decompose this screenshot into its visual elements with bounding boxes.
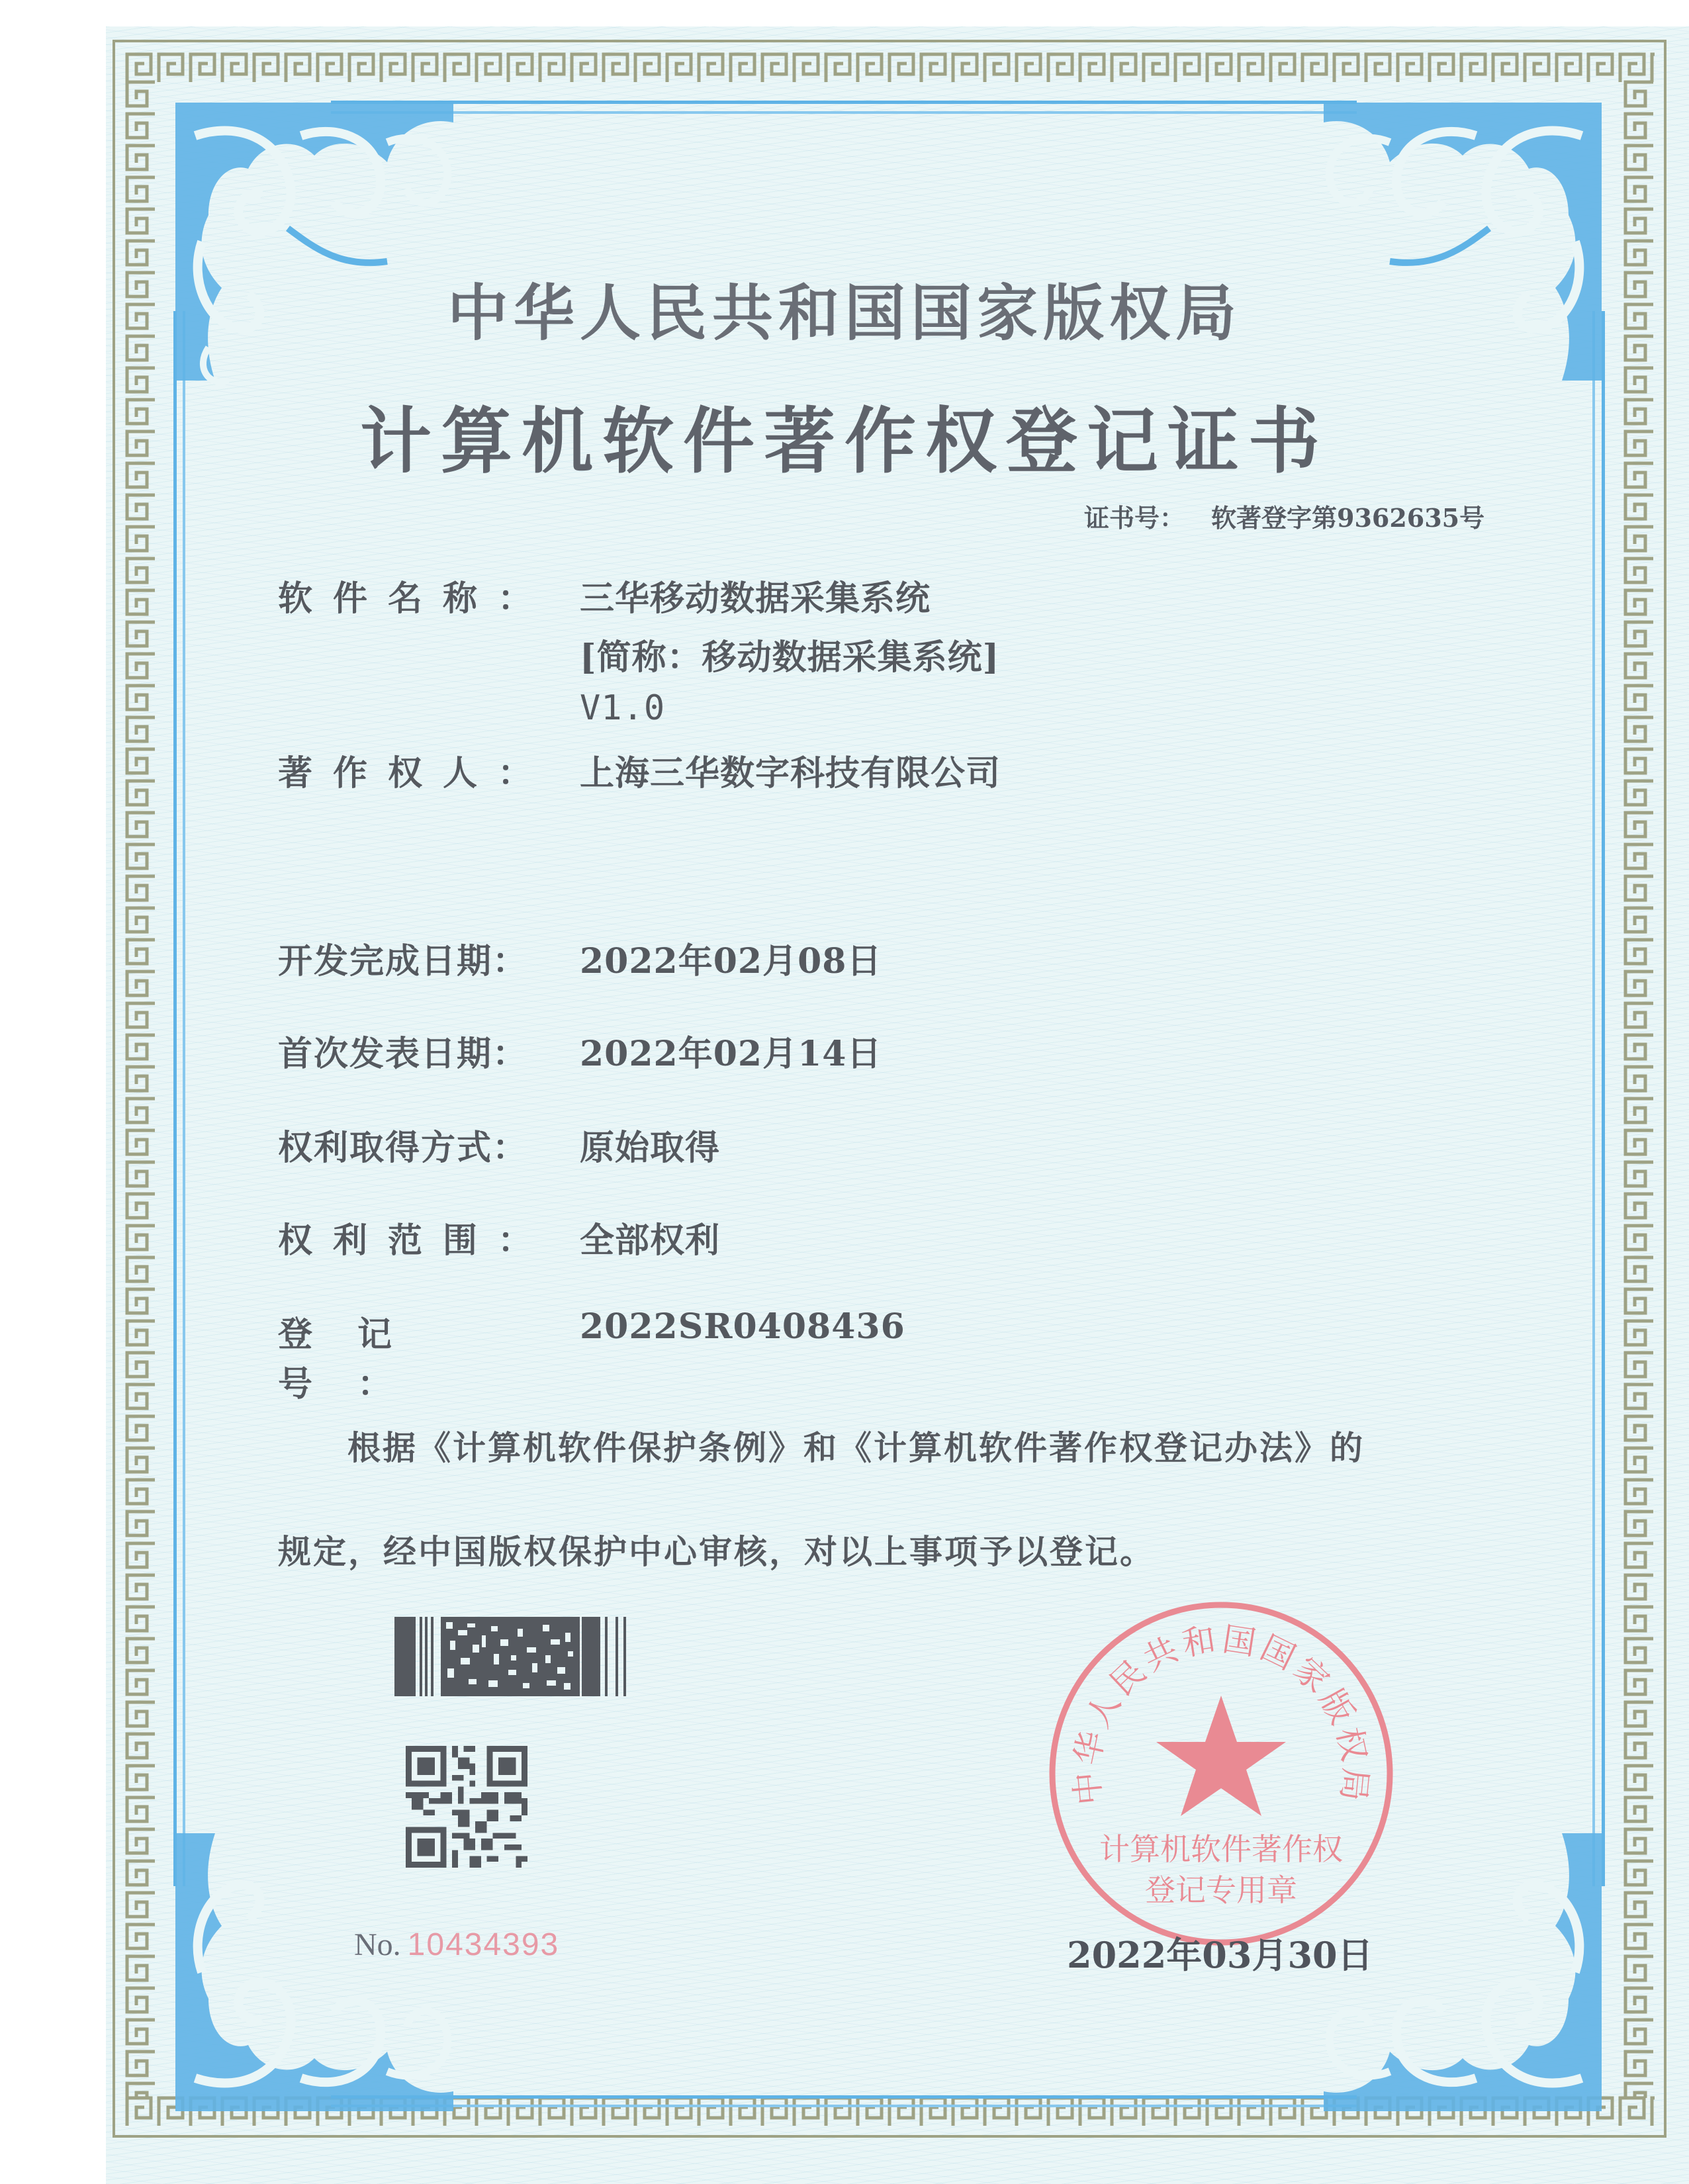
star-icon xyxy=(1156,1696,1286,1816)
official-seal xyxy=(1042,1595,1400,1952)
inner-frame-line xyxy=(183,311,185,1886)
field-value: 上海三华数字科技有限公司 xyxy=(580,753,1001,794)
field-label: 权利取得方式： xyxy=(278,1128,529,1168)
inner-frame-line xyxy=(173,311,177,1886)
seal-line-1: 计算机软件著作权 xyxy=(1099,1831,1343,1867)
statement-line-1: 根据《计算机软件保护条例》和《计算机软件著作权登记办法》的 xyxy=(347,1428,1365,1467)
field-registration-number xyxy=(278,1306,905,1406)
field-value: 2022SR0408436 xyxy=(580,1306,905,1347)
corner-scroll-ornament-icon xyxy=(169,1827,460,2118)
inner-frame-line xyxy=(1592,311,1595,1886)
software-version: V1.0 xyxy=(580,688,666,728)
field-rights-acquisition-method xyxy=(278,1120,720,1169)
field-copyright-owner xyxy=(278,745,1001,795)
field-development-completion-date xyxy=(278,933,882,983)
certificate-number-label: 证书号： xyxy=(1084,503,1185,533)
field-rights-scope xyxy=(278,1212,720,1262)
field-first-publication-date xyxy=(278,1026,882,1075)
qr-code-icon[interactable] xyxy=(406,1746,527,1861)
field-value: 原始取得 xyxy=(580,1128,721,1168)
field-value: 2022年02月08日 xyxy=(580,941,882,981)
seal-line-2: 登记专用章 xyxy=(1145,1872,1297,1908)
inner-frame-line xyxy=(1602,311,1605,1886)
statement-line-2: 规定，经中国版权保护中心审核，对以上事项予以登记。 xyxy=(278,1532,1155,1571)
inner-frame-line xyxy=(331,111,1357,114)
field-label: 首次发表日期： xyxy=(278,1034,529,1074)
certificate-number xyxy=(1084,498,1484,534)
seal-arc-text: 中华人民共和国国家版权局 xyxy=(1067,1619,1375,1807)
serial-prefix: No. xyxy=(354,1927,401,1962)
issuer-title: 中华人民共和国国家版权局 xyxy=(447,277,1242,349)
field-software-name xyxy=(278,570,999,737)
field-value: 全部权利 xyxy=(580,1220,721,1261)
certificate-title: 计算机软件著作权登记证书 xyxy=(359,400,1329,483)
pdf417-barcode-icon xyxy=(394,1617,629,1696)
field-label: 权利范围： xyxy=(278,1220,553,1261)
software-short-name: [简称：移动数据采集系统] xyxy=(580,637,1000,678)
issue-date: 2022年03月30日 xyxy=(1067,1934,1373,1976)
inner-frame-line xyxy=(331,2095,1357,2099)
serial-value: 10434393 xyxy=(407,1927,560,1962)
greek-key-border-left xyxy=(120,79,160,2098)
greek-key-border-top xyxy=(124,48,1655,87)
inner-frame-line xyxy=(331,2105,1357,2107)
field-label: 著作权人： xyxy=(278,753,553,794)
field-value xyxy=(580,570,999,737)
software-full-name: 三华移动数据采集系统 xyxy=(580,578,931,619)
field-label: 登记号： xyxy=(278,1314,437,1404)
field-label: 软件名称： xyxy=(278,578,553,619)
serial-number xyxy=(354,1926,559,1963)
inner-frame-line xyxy=(331,101,1357,104)
field-value: 2022年02月14日 xyxy=(580,1034,882,1074)
field-label: 开发完成日期： xyxy=(278,941,529,981)
certificate-number-value: 软著登字第9362635号 xyxy=(1211,503,1485,533)
greek-key-border-right xyxy=(1619,79,1659,2098)
